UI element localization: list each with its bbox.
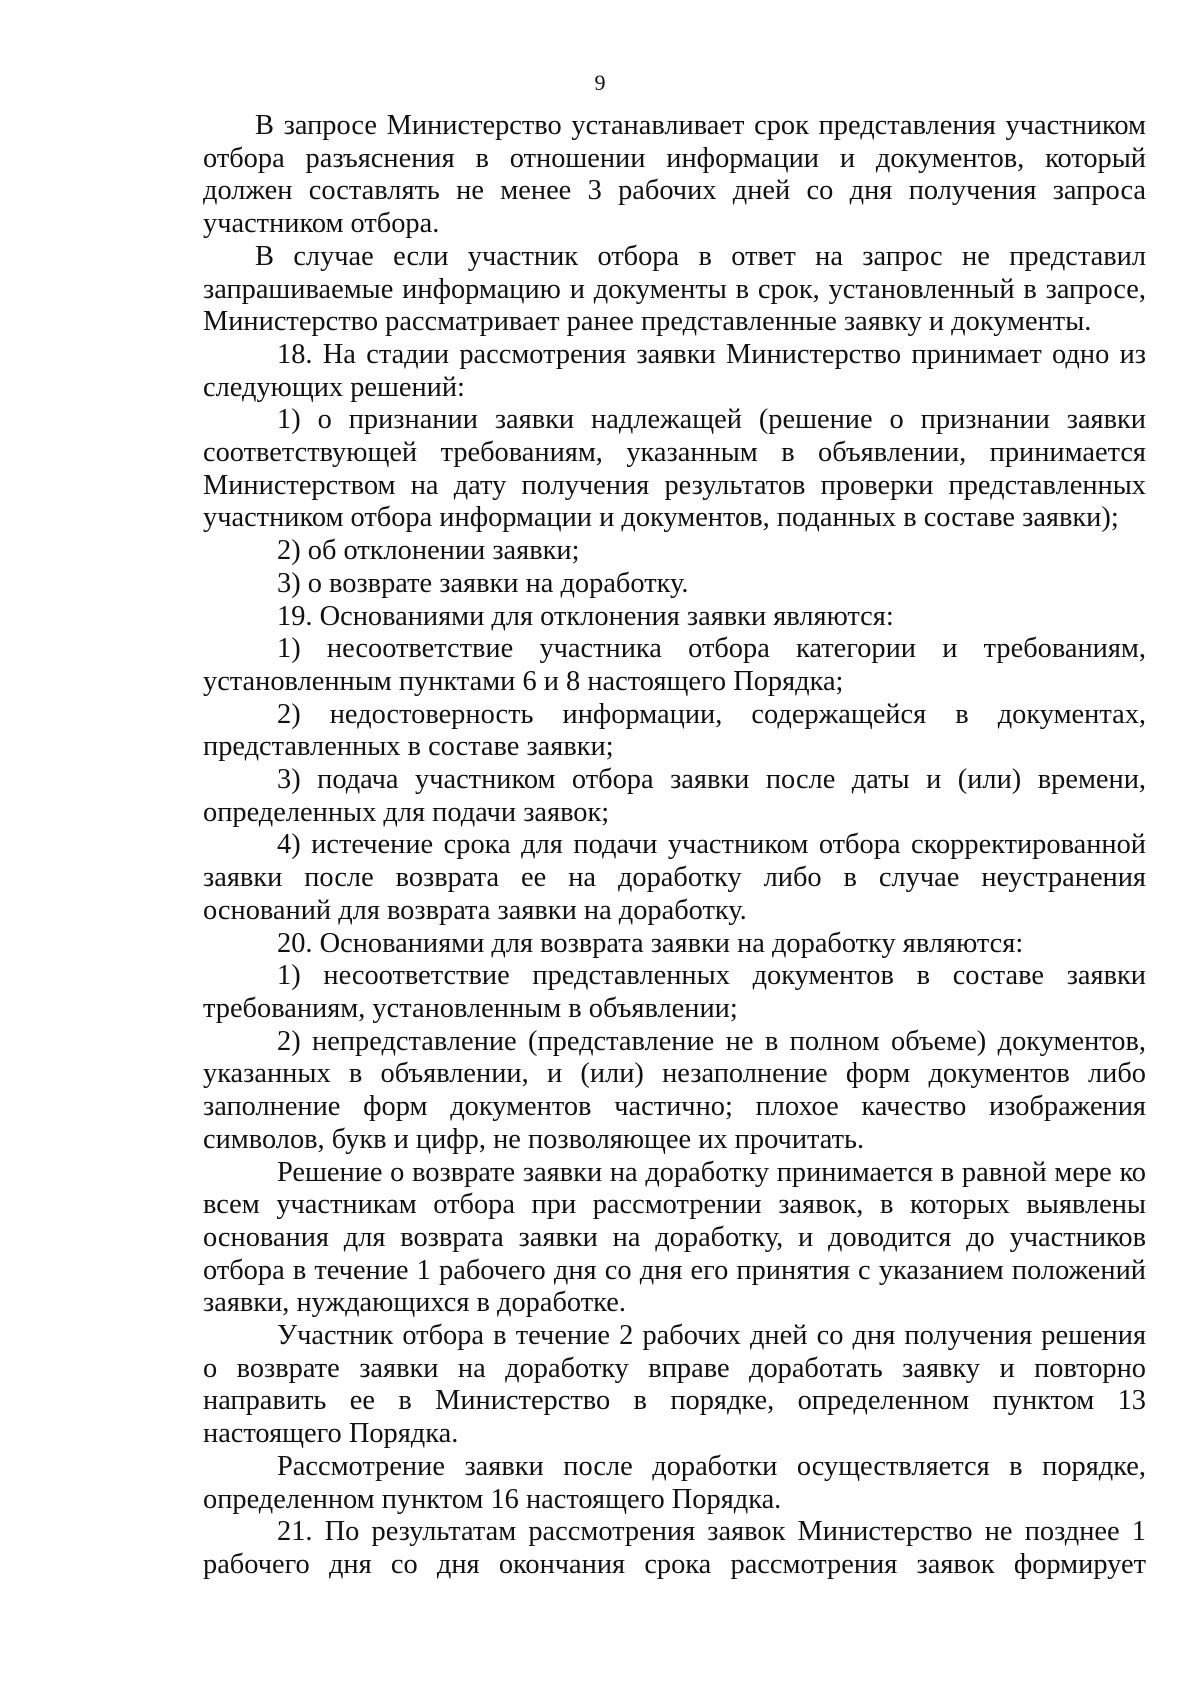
paragraph: 20. Основаниями для возврата заявки на доработку являются: — [277, 927, 1024, 959]
paragraph: В запросе Министерство устанавливает срок представления участником отбора разъяснения в отношении информации и документов, который должен составлять не менее 3 рабочих дней со дня получения запроса участником отбора. — [203, 110, 1146, 240]
paragraph: 1) о признании заявки надлежащей (решение о признании заявки соответствующей требованиям, указанным в объявлении, принимается Министерством на дату получения результатов проверки представленных участником отбора информации и документов, поданных в составе заявки); — [203, 404, 1146, 534]
paragraph: В случае если участник отбора в ответ на запрос не представил запрашиваемые информацию и документы в срок, установленный в запросе, Министерство рассматривает ранее представленные заявку и документы. — [203, 240, 1146, 338]
paragraph: Рассмотрение заявки после доработки осуществляется в порядке, определенном пунктом 16 настоящего Порядка. — [203, 1450, 1146, 1515]
paragraph: 2) об отклонении заявки; — [277, 535, 580, 567]
paragraph: 4) истечение срока для подачи участником отбора скорректированной заявки после возврата ее на доработку либо в случае неустранения оснований для возврата заявки на доработку. — [203, 829, 1146, 926]
paragraph: 3) о возврате заявки на доработку. — [277, 567, 689, 599]
document-body — [203, 110, 1146, 1582]
paragraph: 2) недостоверность информации, содержащейся в документах, представленных в составе заявки; — [203, 698, 1146, 763]
paragraph: 3) подача участником отбора заявки после даты и (или) времени, определенных для подачи заявок; — [203, 764, 1146, 828]
paragraph: 1) несоответствие участника отбора категории и требованиям, установленным пунктами 6 и 8 настоящего Порядка; — [203, 633, 1146, 697]
paragraph: Решение о возврате заявки на доработку принимается в равной мере ко всем участникам отбора при рассмотрении заявок, в которых выявлены основания для возврата заявки на доработку, и доводится до участников отбора в течение 1 рабочего дня со дня его принятия с указанием положений заявки, нуждающихся в доработке. — [203, 1156, 1146, 1319]
paragraph: 21. По результатам рассмотрения заявок Министерство не позднее 1 рабочего дня со дня окончания срока рассмотрения заявок формирует — [203, 1516, 1146, 1580]
paragraph: Участник отбора в течение 2 рабочих дней со дня получения решения о возврате заявки на доработку вправе доработать заявку и повторно направить ее в Министерство в порядке, определенном пунктом 13 настоящего Порядка. — [203, 1320, 1146, 1450]
page-number: 9 — [594, 70, 606, 95]
paragraph: 18. На стадии рассмотрения заявки Министерство принимает одно из следующих решений: — [203, 338, 1146, 403]
paragraph: 2) непредставление (представление не в полном объеме) документов, указанных в объявлении, и (или) незаполнение форм документов либо заполнение форм документов частично; плохое качество изображения символов, букв и цифр, не позволяющее их прочитать. — [203, 1025, 1146, 1155]
paragraph: 1) несоответствие представленных документов в составе заявки требованиям, установленным в объявлении; — [203, 960, 1146, 1024]
paragraph: 19. Основаниями для отклонения заявки являются: — [277, 600, 894, 632]
